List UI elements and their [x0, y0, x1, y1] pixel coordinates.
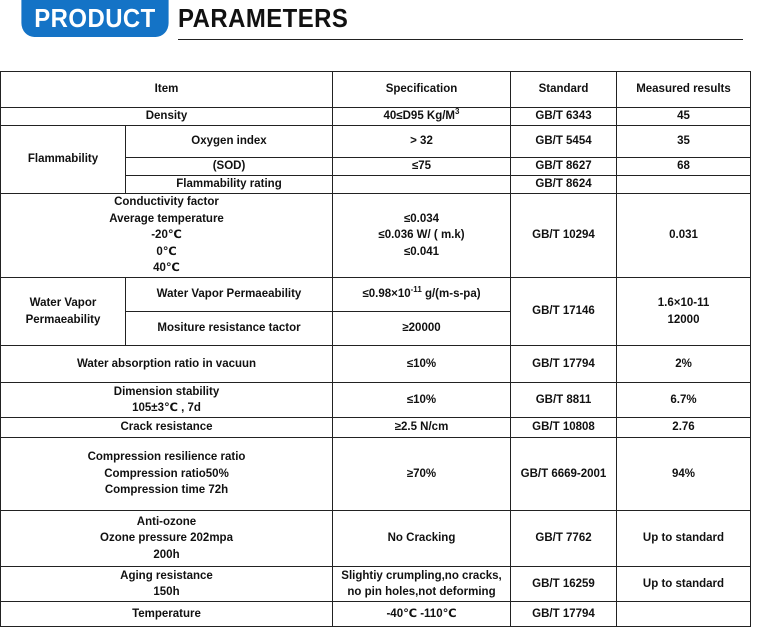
standard-cell: GB/T 17794: [511, 346, 617, 383]
spec-superscript: 3: [455, 107, 460, 117]
spec-superscript: -11: [410, 285, 422, 295]
result-cell: 2.76: [617, 418, 751, 438]
item-cell: Anti-ozone Ozone pressure 202mpa 200h: [1, 511, 333, 567]
item-cell: Compression resilience ratio Compression ratio50% Compression time 72h: [1, 438, 333, 511]
spec-cell: ≤10%: [333, 346, 511, 383]
standard-cell: GB/T 6343: [511, 108, 617, 126]
item-cell: Water absorption ratio in vacuun: [1, 346, 333, 383]
result-cell: 6.7%: [617, 383, 751, 418]
item-cell: Mositure resistance tactor: [126, 312, 333, 346]
header-title: PARAMETERS: [178, 3, 349, 33]
item-cell: Flammability rating: [126, 176, 333, 194]
spec-cell: ≤75: [333, 158, 511, 176]
spec-cell: > 32: [333, 126, 511, 158]
table-header-row: [1, 72, 751, 108]
result-cell: 0.031: [617, 194, 751, 278]
table-row: [1, 511, 751, 567]
spec-cell: [333, 108, 511, 126]
table-row: [1, 602, 751, 627]
column-header-measured-results: Measured results: [617, 72, 751, 108]
standard-cell: GB/T 8811: [511, 383, 617, 418]
header-rule: [178, 39, 743, 40]
spec-cell: ≤0.034 ≤0.036 W/ ( m.k) ≤0.041: [333, 194, 511, 278]
group-cell: Flammability: [1, 126, 126, 194]
item-cell: Water Vapor Permaeability: [126, 278, 333, 312]
table-row: [1, 567, 751, 602]
item-cell: Crack resistance: [1, 418, 333, 438]
spec-cell: ≤10%: [333, 383, 511, 418]
standard-cell: GB/T 7762: [511, 511, 617, 567]
result-cell: Up to standard: [617, 567, 751, 602]
spec-cell: ≥20000: [333, 312, 511, 346]
standard-cell: GB/T 6669-2001: [511, 438, 617, 511]
standard-cell: GB/T 8624: [511, 176, 617, 194]
spec-cell: [333, 278, 511, 312]
spec-cell: -40℃ -110℃: [333, 602, 511, 627]
spec-text: 40≤D95 Kg/M: [383, 110, 456, 123]
standard-cell: GB/T 5454: [511, 126, 617, 158]
table-row: [1, 278, 751, 312]
section-header: [0, 0, 763, 48]
standard-cell: GB/T 10294: [511, 194, 617, 278]
result-cell: 94%: [617, 438, 751, 511]
result-cell: 68: [617, 158, 751, 176]
item-cell: Aging resistance 150h: [1, 567, 333, 602]
item-cell: Dimension stability 105±3℃ , 7d: [1, 383, 333, 418]
table-row: [1, 194, 751, 278]
table-row: [1, 418, 751, 438]
result-cell: 35: [617, 126, 751, 158]
group-cell: Water Vapor Permaeability: [1, 278, 126, 346]
standard-cell: GB/T 10808: [511, 418, 617, 438]
standard-cell: GB/T 16259: [511, 567, 617, 602]
column-header-item: Item: [1, 72, 333, 108]
standard-cell: GB/T 8627: [511, 158, 617, 176]
standard-cell: GB/T 17146: [511, 278, 617, 346]
standard-cell: GB/T 17794: [511, 602, 617, 627]
result-cell: [617, 176, 751, 194]
result-cell: 2%: [617, 346, 751, 383]
spec-cell: [333, 176, 511, 194]
result-cell: 1.6×10-11 12000: [617, 278, 751, 346]
table-row: [1, 383, 751, 418]
item-cell: (SOD): [126, 158, 333, 176]
column-header-specification: Specification: [333, 72, 511, 108]
table-row: [1, 346, 751, 383]
item-cell: Oxygen index: [126, 126, 333, 158]
spec-cell: No Cracking: [333, 511, 511, 567]
spec-text: ≤0.98×10: [362, 288, 411, 301]
item-cell: Density: [1, 108, 333, 126]
result-cell: [617, 602, 751, 627]
table-row: [1, 126, 751, 158]
spec-cell: ≥2.5 N/cm: [333, 418, 511, 438]
parameters-table: [0, 71, 751, 627]
table-row: [1, 438, 751, 511]
item-cell: Temperature: [1, 602, 333, 627]
spec-unit: g/(m-s-pa): [421, 288, 481, 301]
table-row: [1, 108, 751, 126]
spec-cell: ≥70%: [333, 438, 511, 511]
header-badge: PRODUCT: [21, 0, 168, 37]
result-cell: 45: [617, 108, 751, 126]
item-cell: Conductivity factor Average temperature -20℃ 0℃ 40℃: [1, 194, 333, 278]
result-cell: Up to standard: [617, 511, 751, 567]
column-header-standard: Standard: [511, 72, 617, 108]
spec-cell: Slightiy crumpling,no cracks, no pin holes,not deforming: [333, 567, 511, 602]
